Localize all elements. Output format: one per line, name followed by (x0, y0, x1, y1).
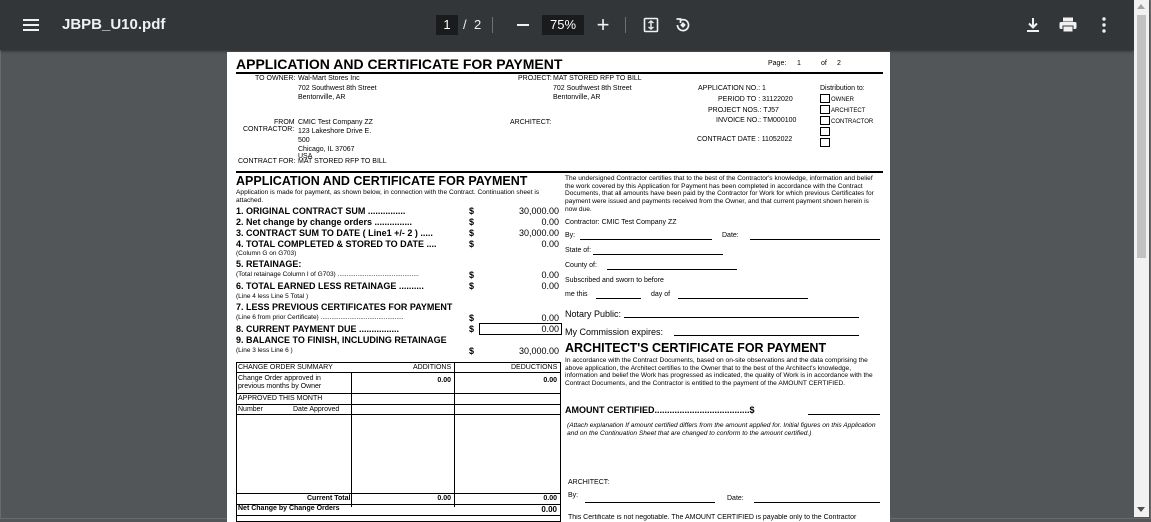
zoom-out-icon[interactable] (509, 11, 537, 39)
line3-label: 3. CONTRACT SUM TO DATE ( Line1 +/- 2 ) ..... (236, 228, 433, 238)
line7-sub: (Line 6 from prior Certificate) .............................................. (236, 314, 404, 321)
application-no: APPLICATION NO.: 1 (698, 85, 766, 92)
signature-line (593, 254, 723, 255)
project-nos: PROJECT NOS.: TJ57 (708, 107, 779, 114)
to-owner-label: TO OWNER: (255, 75, 296, 82)
dollar-sign: $ (469, 346, 475, 356)
contractor-checkbox[interactable] (820, 116, 830, 125)
amount-certified-label: AMOUNT CERTIFIED......................................$ (565, 405, 755, 415)
co-prev2: previous months by Owner (238, 383, 322, 390)
pdf-page (227, 52, 890, 522)
dist-architect: ARCHITECT (831, 108, 866, 114)
scroll-down-arrow[interactable] (1137, 507, 1145, 512)
architect-checkbox[interactable] (820, 105, 830, 114)
contractor-addr1: 123 Lakeshore Drive E. (298, 128, 372, 135)
signature-line (607, 269, 737, 270)
print-icon[interactable] (1054, 11, 1082, 39)
co-net-label: Net Change by Change Orders (238, 505, 340, 512)
architect-cert-title: ARCHITECT'S CERTIFICATE FOR PAYMENT (565, 341, 827, 355)
line2-label: 2. Net change by change orders ............... (236, 217, 413, 227)
project-addr2: Bentonville, AR (553, 94, 601, 101)
extra-checkbox[interactable] (820, 127, 830, 136)
architect-label: ARCHITECT: (510, 119, 552, 126)
rule (236, 393, 561, 394)
project-label: PROJECT: (518, 75, 552, 82)
page-label: Page: (768, 60, 787, 67)
county-of-label: County of: (565, 262, 597, 269)
line6-sub: (Line 4 less Line 5 Total ) (236, 293, 309, 300)
dollar-sign: $ (469, 313, 475, 323)
rule (236, 72, 883, 74)
contract-for: MAT STORED RFP TO BILL (298, 158, 387, 165)
date2-label: Date: (727, 495, 744, 502)
notary-label: Notary Public: (565, 309, 622, 319)
page-number-input[interactable]: 1 (436, 15, 458, 35)
page-total: 2 (474, 17, 482, 32)
signature-line (580, 239, 712, 240)
scroll-up-arrow[interactable] (1137, 4, 1145, 9)
invoice-no: INVOICE NO.: TM000100 (716, 117, 797, 124)
architect-cert-text: In accordance with the Contract Documents, based on on-site observations and the data comprising the above application, the Architect certifies to the Owner that to the best of the Architect's knowledge, information and belief the Work has progressed as indicated, the quality of Work is in accordance with the Contract Documents, and the Contractor is entitled to the payment of the AMOUNT CERTIFIED. (565, 357, 873, 388)
line5-sub: (Total retainage Column I of G703) ............................................. (236, 271, 419, 278)
line6-label: 6. TOTAL EARNED LESS RETAINAGE .......... (236, 281, 424, 291)
signature-line (750, 239, 880, 240)
dollar-sign: $ (469, 324, 475, 334)
co-deductions: DEDUCTIONS (511, 364, 558, 371)
fit-to-page-icon[interactable] (637, 11, 665, 39)
line3-value: 30,000.00 (518, 228, 559, 238)
rule (236, 414, 561, 415)
line7-value: 0.00 (541, 313, 559, 323)
page-of: of (821, 60, 827, 67)
co-net-value: 0.00 (541, 505, 557, 514)
co-prev-ded: 0.00 (543, 377, 557, 384)
footer-text: This Certificate is not negotiable. The AMOUNT CERTIFIED is payable only to the Contractor (568, 514, 857, 521)
line8-value: 0.00 (541, 324, 559, 334)
signature-line (808, 414, 880, 415)
signature-line (678, 298, 808, 299)
contractor-line: Contractor: CMIC Test Company ZZ (565, 219, 677, 226)
intro-text: Application is made for payment, as shown below, in connection with the Contract. Continuation sheet is attached. (236, 189, 540, 204)
line9-value: 30,000.00 (518, 346, 559, 356)
line4-value: 0.00 (541, 239, 559, 249)
line5-label: 5. RETAINAGE: (236, 259, 302, 269)
owner-addr2: Bentonville, AR (298, 94, 346, 101)
contractor-addr2: 500 (298, 137, 310, 144)
dollar-sign: $ (469, 239, 475, 249)
pdf-toolbar (0, 0, 1134, 50)
zoom-level-input[interactable]: 75% (542, 15, 584, 35)
rotate-icon[interactable] (669, 11, 697, 39)
signature-line (624, 317, 859, 318)
dist-owner: OWNER (831, 97, 854, 103)
contractor-addr3: Chicago, IL 37067 (298, 146, 355, 153)
co-summary: CHANGE ORDER SUMMARY (238, 364, 333, 371)
rule (236, 515, 561, 516)
dist-contractor: CONTRACTOR (831, 119, 874, 125)
line4-sub: (Column G on G703) (236, 250, 297, 257)
toolbar-divider (492, 17, 493, 33)
signature-line (596, 298, 641, 299)
line7-label: 7. LESS PREVIOUS CERTIFICATES FOR PAYMENT (236, 302, 453, 312)
line9-label: 9. BALANCE TO FINISH, INCLUDING RETAINAGE (236, 335, 447, 345)
by2-label: By: (568, 492, 579, 499)
line1-label: 1. ORIGINAL CONTRACT SUM ............... (236, 206, 406, 216)
dollar-sign: $ (469, 270, 475, 280)
dollar-sign: $ (469, 228, 475, 238)
rule (236, 493, 561, 494)
contractor-addr4: USA (298, 153, 313, 160)
rule (236, 404, 561, 405)
doc-title: APPLICATION AND CERTIFICATE FOR PAYMENT (236, 56, 563, 72)
subscribed-label: Subscribed and sworn to before (565, 277, 664, 284)
day-of-label: day of (651, 291, 671, 298)
line1-value: 30,000.00 (518, 206, 559, 216)
line4-label: 4. TOTAL COMPLETED & STORED TO DATE .... (236, 239, 437, 249)
contractor-certification: The undersigned Contractor certifies that to the best of the Contractor's knowledge, information and belief the work covered by this Application for Payment has been completed in accordance with the Contract Documents, that all amounts have been paid by the Contractor for Work for which previous Certificates for payment were issued and payments received from the Owner, and that current payment shown herein is now due. (565, 175, 874, 213)
owner-addr1: 702 Southwest 8th Street (298, 85, 377, 92)
rule (454, 362, 455, 507)
line2-value: 0.00 (541, 217, 559, 227)
co-additions: ADDITIONS (413, 364, 452, 371)
dollar-sign: $ (469, 206, 475, 216)
page-total-doc: 2 (837, 60, 841, 67)
extra-checkbox[interactable] (820, 138, 830, 147)
architect2-label: ARCHITECT: (568, 479, 610, 486)
signature-line (674, 335, 859, 336)
contract-for-label: CONTRACT FOR: (238, 158, 296, 165)
signature-line (585, 502, 715, 503)
attach-explanation: (Attach explanation If amount certified differs from the amount applied for. Initial figures on this Application and on the Continuation Sheet that are changed to conform to the amount certified.) (567, 422, 876, 437)
rule (236, 171, 883, 173)
owner-checkbox[interactable] (820, 94, 830, 103)
page-separator: / (463, 17, 467, 32)
contractor-name: CMIC Test Company ZZ (298, 119, 373, 126)
co-prev1: Change Order approved in (238, 375, 321, 382)
date-label: Date: (722, 232, 739, 239)
toolbar-divider (625, 17, 626, 33)
line9-sub: (Line 3 less Line 6 ) (236, 347, 293, 354)
distribution-label: Distribution to: (820, 85, 865, 92)
line8-label: 8. CURRENT PAYMENT DUE ................ (236, 324, 400, 334)
project-addr1: 702 Southwest 8th Street (553, 85, 632, 92)
co-date-approved: Date Approved (293, 406, 340, 413)
co-number: Number (238, 406, 263, 413)
document-title: JBPB_U10.pdf (62, 16, 166, 33)
line6-value: 0.00 (541, 281, 559, 291)
by-label: By: (565, 232, 576, 239)
contract-date: CONTRACT DATE : 11052022 (697, 136, 793, 143)
rule (236, 372, 561, 373)
co-ct-ded: 0.00 (543, 495, 557, 502)
me-this-label: me this (565, 291, 588, 298)
period-to: PERIOD TO : 31122020 (718, 96, 793, 103)
state-of-label: State of: (565, 247, 592, 254)
more-options-icon[interactable] (1090, 11, 1118, 39)
section-title: APPLICATION AND CERTIFICATE FOR PAYMENT (236, 174, 528, 188)
project-name: MAT STORED RFP TO BILL (553, 75, 642, 82)
co-prev-add: 0.00 (437, 377, 451, 384)
from-label: FROM (274, 119, 295, 126)
co-ct-add: 0.00 (437, 495, 451, 502)
scrollbar-thumb[interactable] (1137, 15, 1146, 258)
line5-value: 0.00 (541, 270, 559, 280)
commission-label: My Commission expires: (565, 327, 664, 337)
page-num: 1 (797, 60, 801, 67)
signature-line (754, 502, 880, 503)
co-approved: APPROVED THIS MONTH (238, 395, 323, 402)
menu-icon[interactable] (17, 11, 45, 39)
owner-name: Wal-Mart Stores Inc (298, 75, 360, 82)
download-icon[interactable] (1019, 11, 1047, 39)
dollar-sign: $ (469, 217, 475, 227)
co-current-total: Current Total: (307, 495, 353, 502)
dollar-sign: $ (469, 281, 475, 291)
zoom-in-icon[interactable]: + (596, 12, 610, 37)
contractor-label: CONTRACTOR: (243, 126, 295, 133)
